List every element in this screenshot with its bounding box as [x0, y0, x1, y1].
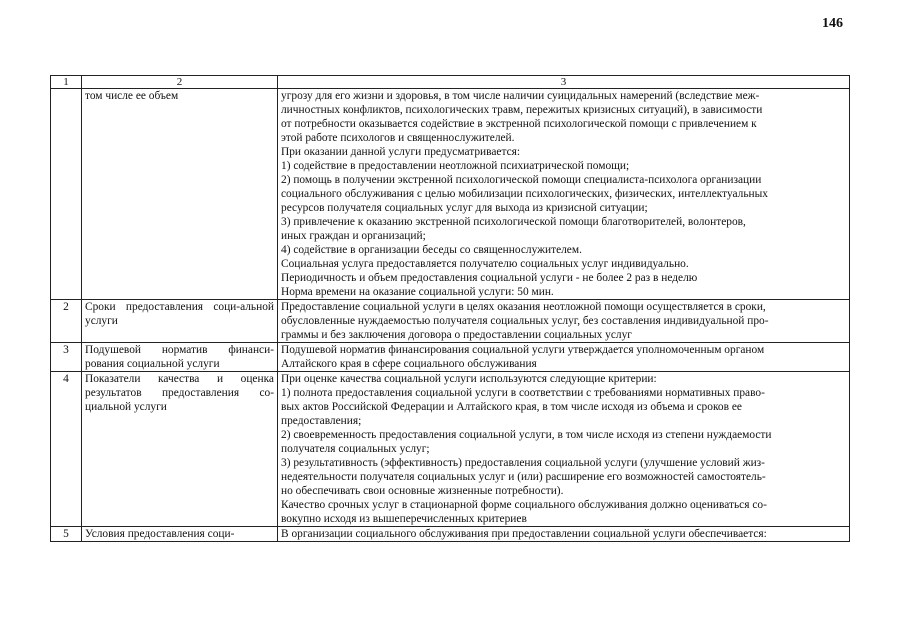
text-line: но обеспечивать свои основные жизненные потребности). — [281, 485, 564, 497]
table-row — [51, 527, 850, 542]
row-title: Условия предоставления соци- — [82, 527, 278, 542]
row-description — [278, 527, 850, 542]
text-line: получателя социальных услуг; — [281, 443, 430, 455]
text-line: вых актов Российской Федерации и Алтайского края, в том числе исходя из объема и сроков ее — [281, 401, 742, 413]
row-number: 5 — [51, 527, 82, 542]
text-line: 2) своевременность предоставления социальной услуги, в том числе исходя из степени нуждаемости — [281, 429, 772, 441]
text-line: 2) помощь в получении экстренной психологической помощи специалиста-психолога организации — [281, 174, 762, 186]
column-header: 2 — [82, 76, 278, 89]
row-description — [278, 300, 850, 343]
row-title: Показатели качества и оценка результатов предоставления со-циальной услуги — [82, 372, 278, 527]
text-line: Предоставление социальной услуги в целях оказания неотложной помощи осуществляется в сроки, — [281, 301, 766, 313]
text-line: Качество срочных услуг в стационарной форме социального обслуживания должно оцениваться со- — [281, 499, 767, 511]
row-title: Сроки предоставления соци-альной услуги — [82, 300, 278, 343]
text-line: В организации социального обслуживания при предоставлении социальной услуги обеспечивается: — [281, 528, 767, 540]
text-line: этой работе психологов и священнослужителей. — [281, 132, 515, 144]
row-description — [278, 372, 850, 527]
row-title: том числе ее объем — [82, 89, 278, 300]
text-line: 1) содействие в предоставлении неотложной психиатрической помощи; — [281, 160, 630, 172]
text-line: ресурсов получателя социальных услуг для выхода из кризисной ситуации; — [281, 202, 648, 214]
text-line: вокупно исходя из вышеперечисленных критериев — [281, 513, 527, 525]
table-row — [51, 372, 850, 527]
row-number: 2 — [51, 300, 82, 343]
column-header: 1 — [51, 76, 82, 89]
text-line: 3) привлечение к оказанию экстренной психологической помощи благотворителей, волонтеров, — [281, 216, 746, 228]
text-line: от потребности оказывается содействие в экстренной психологической помощи с привлечением к — [281, 118, 757, 130]
text-line: недеятельности получателя социальных услуг и (или) расширение его возможностей самостоятель- — [281, 471, 766, 483]
row-description — [278, 89, 850, 300]
table-row — [51, 343, 850, 372]
text-line: 1) полнота предоставления социальной услуги в соответствии с требованиями нормативных право- — [281, 387, 765, 399]
services-table — [50, 75, 850, 542]
column-header: 3 — [278, 76, 850, 89]
text-line: Подушевой норматив финансирования социальной услуги утверждается уполномоченным органом — [281, 344, 765, 356]
text-line: обусловленные нуждаемостью получателя социальных услуг, без составления индивидуальной про- — [281, 315, 769, 327]
table-row — [51, 300, 850, 343]
text-line: Алтайского края в сфере социального обслуживания — [281, 358, 537, 370]
text-line: При оказании данной услуги предусматривается: — [281, 146, 521, 158]
row-number: 3 — [51, 343, 82, 372]
row-number — [51, 89, 82, 300]
table-header-row — [51, 76, 850, 89]
text-line: Периодичность и объем предоставления социальной услуги - не более 2 раз в неделю — [281, 272, 698, 284]
table-row — [51, 89, 850, 300]
text-line: При оценке качества социальной услуги используются следующие критерии: — [281, 373, 657, 385]
text-line: Норма времени на оказание социальной услуги: 50 мин. — [281, 286, 554, 298]
text-line: личностных конфликтов, психологических травм, пережитых кризисных ситуаций), в зависимости — [281, 104, 763, 116]
text-line: Социальная услуга предоставляется получателю социальных услуг индивидуально. — [281, 258, 689, 270]
text-line: социального обслуживания с целью мобилизации психологических, физических, интеллектуальных — [281, 188, 769, 200]
row-title: Подушевой норматив финанси-рования социальной услуги — [82, 343, 278, 372]
text-line: 4) содействие в организации беседы со священнослужителем. — [281, 244, 582, 256]
row-description — [278, 343, 850, 372]
text-line: 3) результативность (эффективность) предоставления социальной услуги (улучшение условий жиз- — [281, 457, 765, 469]
text-line: иных граждан и организаций; — [281, 230, 426, 242]
text-line: граммы и без заключения договора о предоставлении социальных услуг — [281, 329, 632, 341]
page-number: 146 — [822, 16, 843, 31]
text-line: предоставления; — [281, 415, 362, 427]
text-line: угрозу для его жизни и здоровья, в том числе наличии суицидальных намерений (вследствие меж- — [281, 90, 760, 102]
row-number: 4 — [51, 372, 82, 527]
